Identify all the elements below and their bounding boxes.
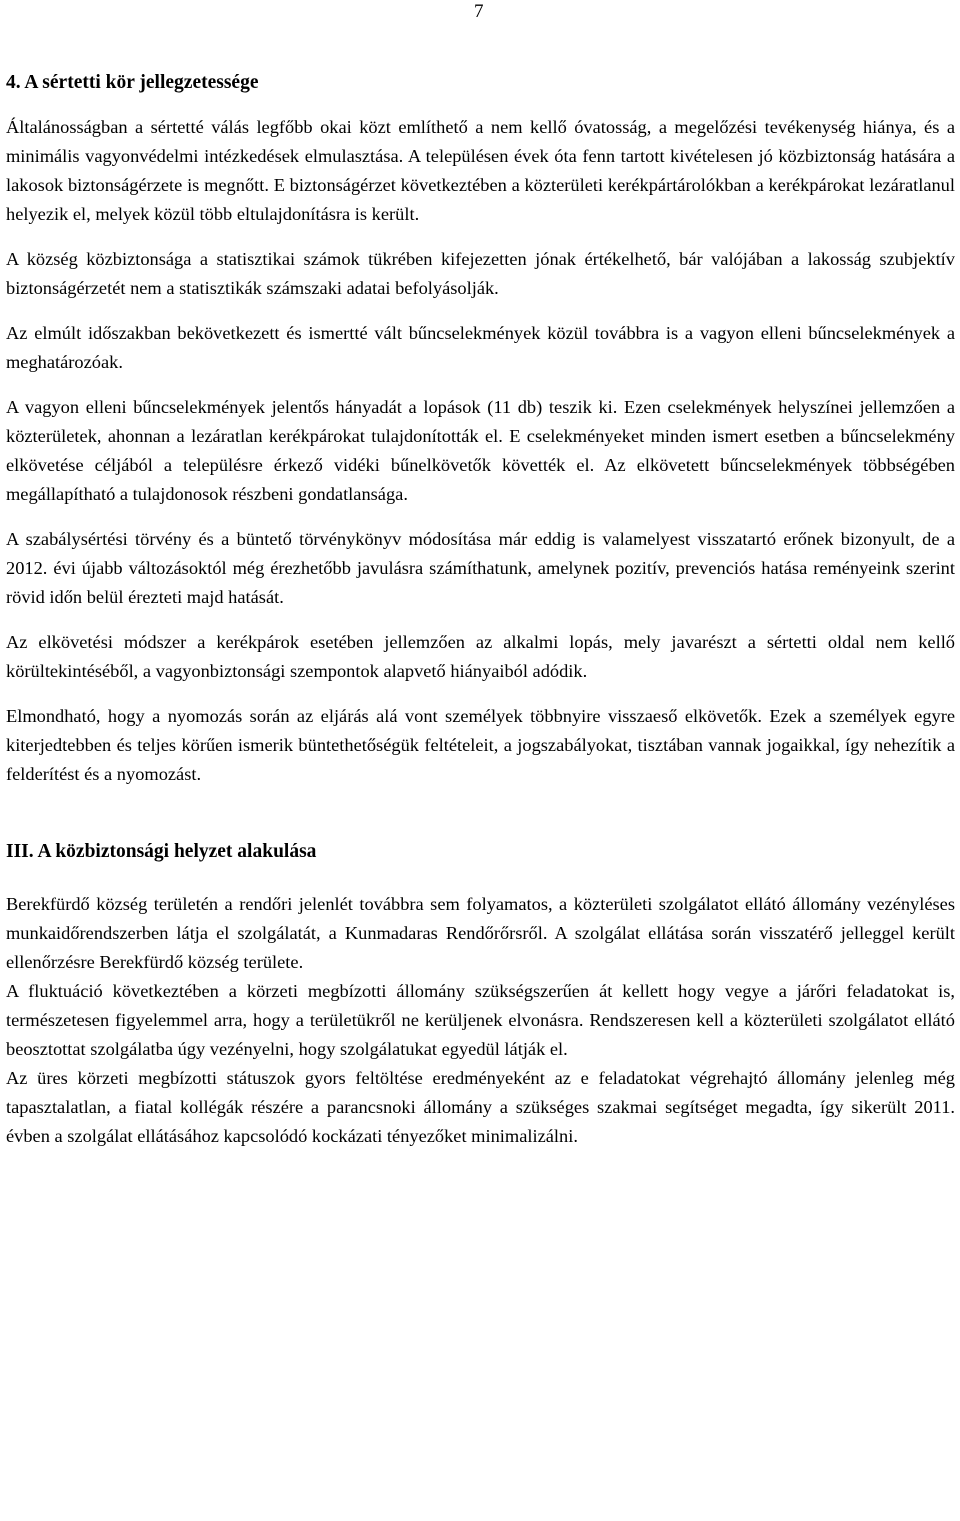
- paragraph: Az üres körzeti megbízotti státuszok gyors feltöltése eredményeként az e feladatokat végrehajtó állomány jelenleg még tapasztalatlan, a fiatal kollégák részére a parancsnoki állomány a szükséges szakmai segítséget megadta, így sikerült 2011. évben a szolgálat ellátásához kapcsolódó kockázati tényezőket minimalizálni.: [6, 1068, 955, 1146]
- paragraph: A fluktuáció következtében a körzeti megbízotti állomány szükségszerűen át kellett hogy vegye a járőri feladatokat is, természetesen figyelemmel arra, hogy a területükről ne kerüljenek elvonásra. Rendszeresen kell a közterületi szolgálatot ellátó beosztottat szolgálatba úgy vezényelni, hogy szolgálatukat egyedül látják el.: [6, 981, 955, 1059]
- paragraph: A vagyon elleni bűncselekmények jelentős hányadát a lopások (11 db) teszik ki. Ezen cselekmények helyszínei jellemzően a közterületek, ahonnan a lezáratlan kerékpárokat tulajdonították el. E cselekményeket minden ismert esetben a bűncselekmény elkövetése céljából a településre érkező vidéki bűnelkövetők követték el. Az elkövetett bűncselekmények többségében megállapítható a tulajdonosok részbeni gondatlansága.: [6, 397, 955, 504]
- section-title: 4. A sértetti kör jellegzetessége: [6, 72, 259, 93]
- paragraph: Elmondható, hogy a nyomozás során az eljárás alá vont személyek többnyire visszaeső elkövetők. Ezek a személyek egyre kiterjedtebben és teljes körűen ismerik büntethetőségük feltételeit, a jogszabályokat, tisztában vannak jogaikkal, így nehezítik a felderítést és a nyomozást.: [6, 706, 955, 784]
- paragraph: A szabálysértési törvény és a büntető törvénykönyv módosítása már eddig is valamelyest visszatartó erőnek bizonyult, de a 2012. évi újabb változásoktól még érezhetőbb javulásra számíthatunk, amelynek pozitív, prevenciós hatása reményeink szerint rövid időn belül érezteti majd hatását.: [6, 529, 955, 607]
- paragraph: Az elmúlt időszakban bekövetkezett és ismertté vált bűncselekmények közül továbbra is a vagyon elleni bűncselekmények a meghatározóak.: [6, 323, 955, 372]
- paragraph: Általánosságban a sértetté válás legfőbb okai közt említhető a nem kellő óvatosság, a megelőzési tevékenység hiánya, és a minimális vagyonvédelmi intézkedések elmulasztása. A településen évek óta fenn tartott kivételesen jó közbiztonság hatására a lakosok biztonságérzete is megnőtt. E biztonságérzet következtében a közterületi kerékpártárolókban a kerékpárokat lezáratlanul helyezik el, melyek közül több eltulajdonításra is került.: [6, 117, 955, 224]
- paragraph: Berekfürdő község területén a rendőri jelenlét továbbra sem folyamatos, a közterületi szolgálatot ellátó állomány vezényléses munkaidőrendszerben látja el szolgálatát, a Kunmadaras Rendőrőrsről. A szolgálat ellátása során visszatérő jelleggel került ellenőrzésre Berekfürdő község területe.: [6, 894, 955, 972]
- paragraph: Az elkövetési módszer a kerékpárok esetében jellemzően az alkalmi lopás, mely javarészt a sértetti oldal nem kellő körültekintéséből, a vagyonbiztonsági szempontok alapvető hiányaiból adódik.: [6, 632, 955, 681]
- page-number: 7: [474, 1, 484, 22]
- paragraph: A község közbiztonsága a statisztikai számok tükrében kifejezetten jónak értékelhető, bár valójában a lakosság szubjektív biztonságérzetét nem a statisztikák számszaki adatai befolyásolják.: [6, 249, 955, 298]
- document-body: [6, 68, 955, 1151]
- chapter-title: III. A közbiztonsági helyzet alakulása: [6, 841, 317, 862]
